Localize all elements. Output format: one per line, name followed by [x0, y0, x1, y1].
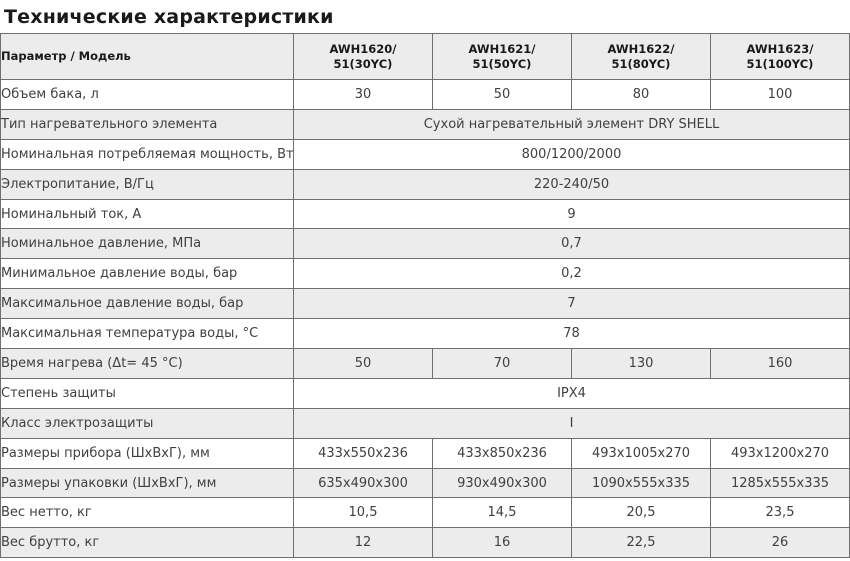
row-label: Максимальное давление воды, бар [1, 289, 294, 319]
specifications-table [0, 33, 850, 558]
cell-value-merged: 78 [294, 319, 850, 349]
cell-value: 23,5 [711, 498, 850, 528]
cell-value-merged: 220-240/50 [294, 169, 850, 199]
row-protection-rating [1, 378, 850, 408]
cell-value: 80 [572, 80, 711, 110]
row-label: Тип нагревательного элемента [1, 109, 294, 139]
cell-value: 635x490x300 [294, 468, 433, 498]
row-label: Время нагрева (Δt= 45 °С) [1, 349, 294, 379]
cell-value: 930x490x300 [433, 468, 572, 498]
model-variant: 51(80YC) [611, 56, 671, 71]
model-code: AWH1623/ [746, 41, 814, 56]
row-max-temperature [1, 319, 850, 349]
row-rated-pressure [1, 229, 850, 259]
row-min-pressure [1, 259, 850, 289]
row-device-dimensions [1, 438, 850, 468]
row-label: Размеры прибора (ШхВхГ), мм [1, 438, 294, 468]
cell-value-merged: 800/1200/2000 [294, 139, 850, 169]
row-label: Номинальная потребляемая мощность, Вт [1, 139, 294, 169]
row-electrical-class [1, 408, 850, 438]
cell-value: 30 [294, 80, 433, 110]
model-variant: 51(30YC) [333, 56, 393, 71]
model-variant: 51(100YC) [746, 56, 814, 71]
cell-value-merged: 7 [294, 289, 850, 319]
cell-value: 1285x555x335 [711, 468, 850, 498]
model-code: AWH1621/ [468, 41, 536, 56]
cell-value: 50 [294, 349, 433, 379]
row-gross-weight [1, 528, 850, 558]
cell-value: 493x1200x270 [711, 438, 850, 468]
cell-value-merged: I [294, 408, 850, 438]
row-heating-element [1, 109, 850, 139]
row-label: Размеры упаковки (ШхВхГ), мм [1, 468, 294, 498]
header-param-label: Параметр / Модель [1, 34, 294, 80]
cell-value: 26 [711, 528, 850, 558]
row-label: Номинальное давление, МПа [1, 229, 294, 259]
cell-value: 493x1005x270 [572, 438, 711, 468]
row-rated-current [1, 199, 850, 229]
cell-value: 70 [433, 349, 572, 379]
cell-value: 1090x555x335 [572, 468, 711, 498]
header-model-awh1622 [572, 34, 711, 80]
row-label: Степень защиты [1, 378, 294, 408]
page-title: Технические характеристики [4, 6, 334, 28]
row-label: Номинальный ток, А [1, 199, 294, 229]
row-label: Максимальная температура воды, °С [1, 319, 294, 349]
cell-value: 16 [433, 528, 572, 558]
row-label: Вес нетто, кг [1, 498, 294, 528]
row-label: Объем бака, л [1, 80, 294, 110]
row-power-supply [1, 169, 850, 199]
row-label: Класс электрозащиты [1, 408, 294, 438]
row-package-dimensions [1, 468, 850, 498]
cell-value: 12 [294, 528, 433, 558]
cell-value: 433x850x236 [433, 438, 572, 468]
row-label: Вес брутто, кг [1, 528, 294, 558]
cell-value-merged: 0,2 [294, 259, 850, 289]
cell-value-merged: Сухой нагревательный элемент DRY SHELL [294, 109, 850, 139]
cell-value: 22,5 [572, 528, 711, 558]
header-model-awh1620 [294, 34, 433, 80]
row-heating-time [1, 349, 850, 379]
row-tank-volume [1, 80, 850, 110]
row-label: Электропитание, В/Гц [1, 169, 294, 199]
cell-value-merged: 0,7 [294, 229, 850, 259]
model-code: AWH1620/ [329, 41, 397, 56]
row-net-weight [1, 498, 850, 528]
header-model-awh1623 [711, 34, 850, 80]
row-max-pressure [1, 289, 850, 319]
cell-value: 100 [711, 80, 850, 110]
cell-value: 10,5 [294, 498, 433, 528]
table-header-row [1, 34, 850, 80]
model-variant: 51(50YC) [472, 56, 532, 71]
row-label: Минимальное давление воды, бар [1, 259, 294, 289]
cell-value: 160 [711, 349, 850, 379]
cell-value: 50 [433, 80, 572, 110]
cell-value: 20,5 [572, 498, 711, 528]
model-code: AWH1622/ [607, 41, 675, 56]
cell-value-merged: IPX4 [294, 378, 850, 408]
cell-value: 130 [572, 349, 711, 379]
cell-value-merged: 9 [294, 199, 850, 229]
cell-value: 14,5 [433, 498, 572, 528]
row-power [1, 139, 850, 169]
header-model-awh1621 [433, 34, 572, 80]
cell-value: 433x550x236 [294, 438, 433, 468]
